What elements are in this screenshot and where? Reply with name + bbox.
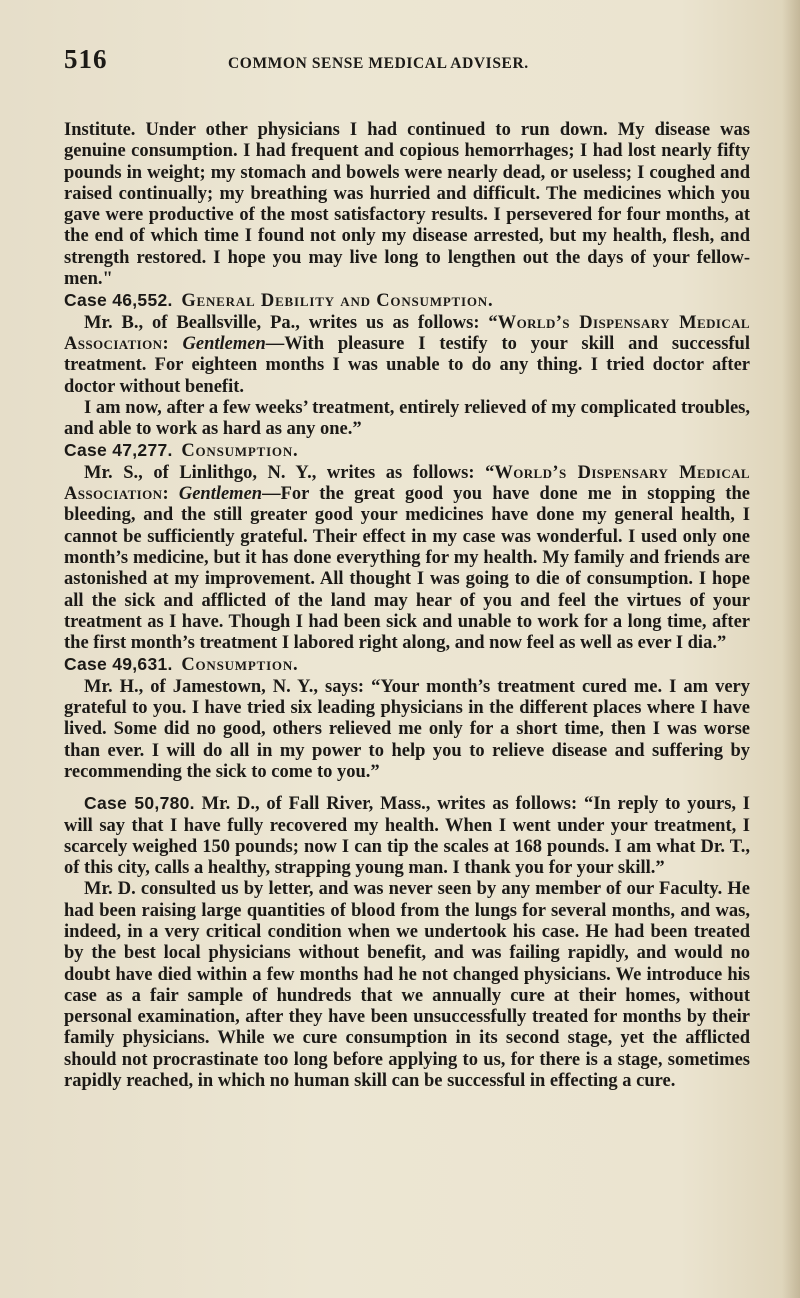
case-number: Case 50,780. <box>84 793 195 814</box>
testimonial-text: Mr. D., of Fall River, Mass., writes as follows: “In reply to yours, I will say that I have fully recovered my health. When I went under your treatment, I scarcely weighed 150 pounds; now I can tip the scales at 168 pounds. I am what Dr. T., of this city, calls a healthy, strapping young man. I thank you for your skill.” <box>64 794 750 879</box>
case-lead: Mr. S., of Linlithgo, N. Y., writes as follows: “ <box>84 462 495 483</box>
case-title: Consumption. <box>181 441 299 462</box>
case-number: Case 46,552. <box>64 290 173 311</box>
intro-paragraph: Institute. Under other physicians I had continued to run down. My disease was genuine consumption. I had frequent and copious hemorrhages; I had lost nearly fifty pounds in weight; my stomach and bowels were nearly dead, or useless; I coughed and raised continually; my breathing was hurried and difficult. The medicines which you gave were productive of the most satisfactory results. I persevered for four months, at the end of which time I found not only my disease arrested, but my health, flesh, and strength restored. I hope you may live long to lengthen out the days of your fellow-men." <box>64 120 750 290</box>
case-number: Case 49,631. <box>64 654 173 675</box>
colon: : <box>162 484 179 505</box>
case-title: Consumption. <box>181 655 299 676</box>
case-heading <box>64 654 750 676</box>
salutation: Gentlemen <box>178 484 263 505</box>
case-title: General Debility and Consumption. <box>181 291 494 312</box>
case-testimonial: Mr. H., of Jamestown, N. Y., says: “Your month’s treatment cured me. I am very grateful to you. I have tried six leading physicians in the different places where I have lived. Some did no good, others relieved me only for a short time, then I was worse than ever. I will do all in my power to help you to relieve disease and suffering by recommending the sick to come to you.” <box>64 676 750 782</box>
case-commentary: Mr. D. consulted us by letter, and was never seen by any member of our Faculty. He had been raising large quantities of blood from the lungs for several months, and was, indeed, in a very critical condition when we undertook his case. He had been treated by the best local physicians without benefit, and was failing rapidly, and would no doubt have died within a few months had he not changed physicians. We introduce his case as a fair sample of hundreds that we annually cure at their homes, without personal examination, after they have been unsuccessfully treated for months by their family physicians. While we cure consumption in its second stage, yet the afflicted should not procrastinate too long before applying to us, for there is a stage, sometimes rapidly reached, in which no human skill can be successful in effecting a cure. <box>64 879 750 1092</box>
case-number: Case 47,277. <box>64 440 173 461</box>
salutation: Gentlemen <box>182 333 266 354</box>
case-lead: Mr. B., of Beallsville, Pa., writes us as follows: “ <box>84 312 498 333</box>
case-testimonial <box>64 313 750 398</box>
association-name: World’s Dispensary Medical Association <box>64 312 750 354</box>
case-testimonial-cont: I am now, after a few weeks’ treatment, entirely relieved of my complicated troubles, and able to work as hard as any one.” <box>64 397 750 440</box>
association-name: World’s Dispensary Medical Association <box>64 462 750 505</box>
case-testimonial <box>64 793 750 879</box>
case-heading <box>64 440 750 462</box>
page-header <box>64 44 750 84</box>
case-testimonial <box>64 463 750 655</box>
colon: : <box>162 333 183 354</box>
case-heading <box>64 290 750 312</box>
page-number: 516 <box>64 44 108 74</box>
testimonial-text: —For the great good you have done me in stopping the bleeding, and the still greater good your medicines have done my general health, I cannot be sufficiently grateful. Their effect in my case was wonderful. I used only one month’s medicine, but it has done everything for my health. My family and friends are astonished at my improvement. All thought I was going to die of consumption. I hope all the sick and afflicted of the land may hear of you and feel the virtues of your treatment as I have. Though I had been sick and unable to work for a long time, after the first month’s treatment I labored right along, and now feel as well as ever I dia.” <box>64 484 751 654</box>
page-body <box>64 120 750 1092</box>
running-head: COMMON SENSE MEDICAL ADVISER. <box>228 55 529 72</box>
testimonial-text: —With pleasure I testify to your skill and successful treatment. For eighteen months I was unable to do any thing. I tried doctor after doctor without benefit. <box>64 333 750 397</box>
